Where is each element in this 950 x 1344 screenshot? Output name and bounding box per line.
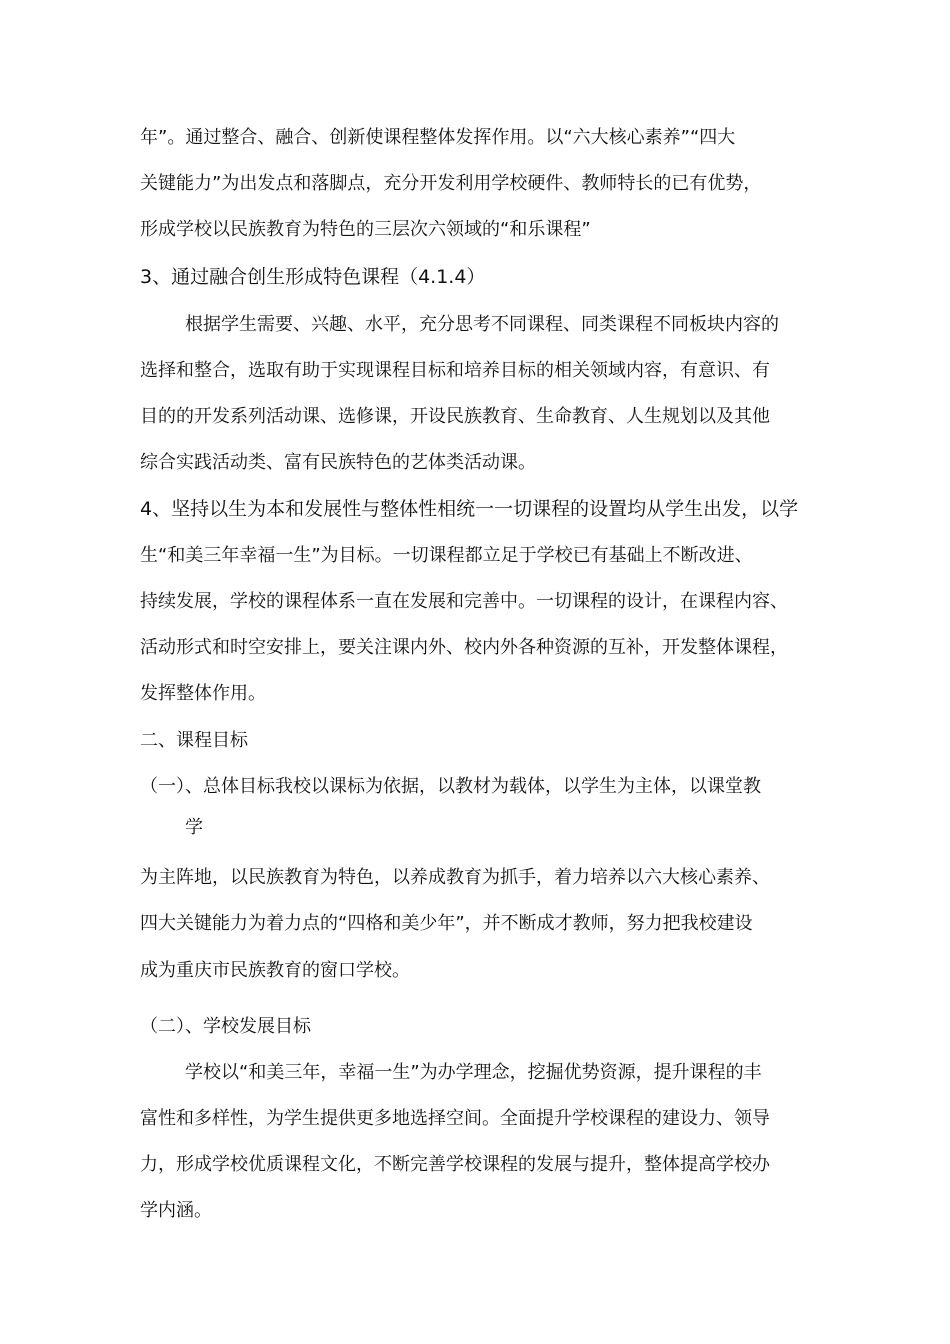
paragraph-line: 关键能力”为出发点和落脚点，充分开发利用学校硬件、教师特长的已有优势， — [140, 173, 762, 194]
paragraph-line: 年”。通过整合、融合、创新使课程整体发挥作用。以“六大核心素养”“四大 — [140, 127, 736, 148]
paragraph-line: 学内涵。 — [140, 1200, 212, 1221]
section-heading: 二、课程目标 — [140, 730, 248, 751]
subsection-heading: （一）、总体目标我校以课标为依据，以教材为载体，以学生为主体，以课堂教 — [140, 776, 761, 797]
paragraph-line: 持续发展，学校的课程体系一直在发展和完善中。一切课程的设计，在课程内容、 — [140, 591, 788, 612]
paragraph-line: 学 — [185, 817, 203, 838]
paragraph-line: 学校以“和美三年，幸福一生”为办学理念，挖掘优势资源，提升课程的丰 — [185, 1062, 762, 1083]
paragraph-line: 目的的开发系列活动课、选修课，开设民族教育、生命教育、人生规划以及其他 — [140, 406, 770, 427]
paragraph-line: 综合实践活动类、富有民族特色的艺体类活动课。 — [140, 452, 536, 473]
paragraph-line: 选择和整合，选取有助于实现课程目标和培养目标的相关领域内容，有意识、有 — [140, 360, 770, 381]
paragraph-line: 为主阵地，以民族教育为特色，以养成教育为抓手，着力培养以六大核心素养、 — [140, 867, 770, 888]
paragraph-line: 富性和多样性，为学生提供更多地选择空间。全面提升学校课程的建设力、领导 — [140, 1108, 770, 1129]
paragraph-line: 四大关键能力为着力点的“四格和美少年”，并不断成才教师，努力把我校建设 — [140, 913, 753, 934]
paragraph-line: 根据学生需要、兴趣、水平，充分思考不同课程、同类课程不同板块内容的 — [185, 314, 779, 335]
section-heading: 4、坚持以生为本和发展性与整体性相统一一切课程的设置均从学生出发，以学 — [140, 498, 799, 520]
subsection-heading: （二）、学校发展目标 — [140, 1016, 311, 1037]
paragraph-line: 成为重庆市民族教育的窗口学校。 — [140, 960, 410, 981]
paragraph-line: 生“和美三年幸福一生”为目标。一切课程都立足于学校已有基础上不断改进、 — [140, 545, 753, 566]
paragraph-line: 形成学校以民族教育为特色的三层次六领域的“和乐课程” — [140, 219, 591, 240]
paragraph-line: 力，形成学校优质课程文化，不断完善学校课程的发展与提升，整体提高学校办 — [140, 1154, 770, 1175]
paragraph-line: 发挥整体作用。 — [140, 683, 266, 704]
paragraph-line: 活动形式和时空安排上，要关注课内外、校内外各种资源的互补，开发整体课程， — [140, 637, 788, 658]
section-heading: 3、通过融合创生形成特色课程（4.1.4） — [140, 266, 486, 288]
